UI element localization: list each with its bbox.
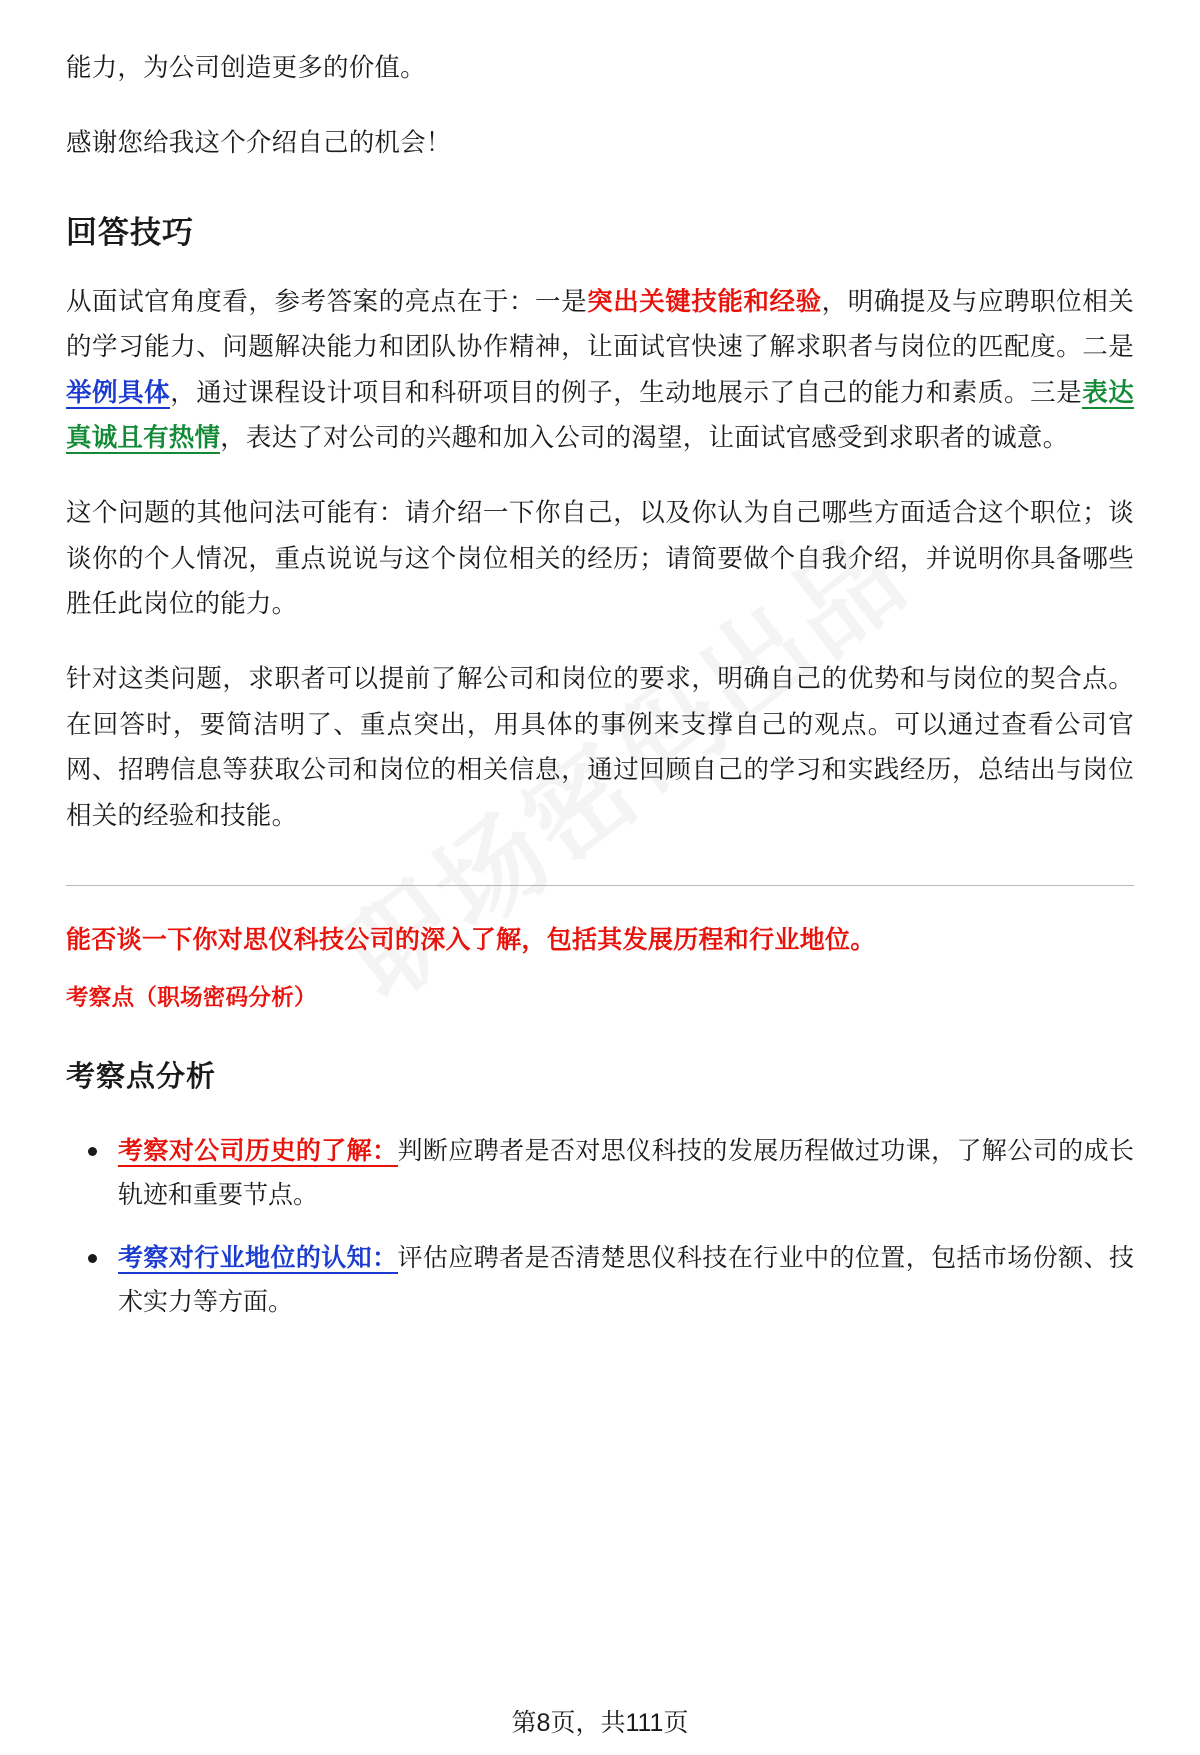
highlight-specific-examples: 举例具体 xyxy=(66,378,171,407)
highlight-sincere-enthusiasm: 表达真诚且有热情 xyxy=(66,378,1134,452)
paragraph-tips-analysis xyxy=(66,280,1134,462)
list-item xyxy=(112,1129,1134,1218)
question-subtitle: 考察点（职场密码分析） xyxy=(66,984,317,1010)
highlight-key-skills: 突出关键技能和经验 xyxy=(587,287,822,316)
bullet-label-industry-position: 考察对行业地位的认知： xyxy=(118,1243,398,1272)
section-heading-answer-tips: 回答技巧 xyxy=(66,214,194,250)
paragraph-thanks: 感谢您给我这个介绍自己的机会！ xyxy=(66,129,452,158)
tips-text-part3: ，通过课程设计项目和科研项目的例子，生动地展示了自己的能力和素质。三是 xyxy=(170,378,1083,407)
analysis-bullet-list xyxy=(66,1129,1134,1325)
question-title: 能否谈一下你对思仪科技公司的深入了解，包括其发展历程和行业地位。 xyxy=(66,925,876,954)
bullet-label-company-history: 考察对公司历史的了解： xyxy=(118,1136,398,1165)
list-item xyxy=(112,1236,1134,1325)
paragraph-other-phrasings: 这个问题的其他问法可能有：请介绍一下你自己，以及你认为自己哪些方面适合这个职位；谈谈你的个人情况，重点说说与这个岗位相关的经历；请简要做个自我介绍，并说明你具备哪些胜任此岗位的能力。 xyxy=(66,499,1134,618)
subheading-analysis: 考察点分析 xyxy=(66,1060,217,1093)
document-content xyxy=(66,46,1134,1325)
paragraph-continuation: 能力，为公司创造更多的价值。 xyxy=(66,54,426,82)
paragraph-preparation-advice: 针对这类问题，求职者可以提前了解公司和岗位的要求，明确自己的优势和与岗位的契合点。在回答时，要简洁明了、重点突出，用具体的事例来支撑自己的观点。可以通过查看公司官网、招聘信息等获取公司和岗位的相关信息，通过回顾自己的学习和实践经历，总结出与岗位相关的经验和技能。 xyxy=(66,665,1134,830)
page-footer: 第8页，共111页 xyxy=(511,1709,689,1737)
bullet-text-company-history: 判断应聘者是否对思仪科技的发展历程做过功课，了解公司的成长轨迹和重要节点。 xyxy=(118,1136,1134,1210)
tips-text-part2: ，明确提及与应聘职位相关的学习能力、问题解决能力和团队协作精神，让面试官快速了解求职者与岗位的匹配度。二是 xyxy=(66,287,1134,362)
bullet-text-industry-position: 评估应聘者是否清楚思仪科技在行业中的位置，包括市场份额、技术实力等方面。 xyxy=(118,1243,1134,1317)
section-divider xyxy=(66,885,1134,886)
tips-text-part1: 从面试官角度看，参考答案的亮点在于：一是 xyxy=(66,287,588,316)
tips-text-part4: ，表达了对公司的兴趣和加入公司的渴望，让面试官感受到求职者的诚意。 xyxy=(220,423,1069,452)
